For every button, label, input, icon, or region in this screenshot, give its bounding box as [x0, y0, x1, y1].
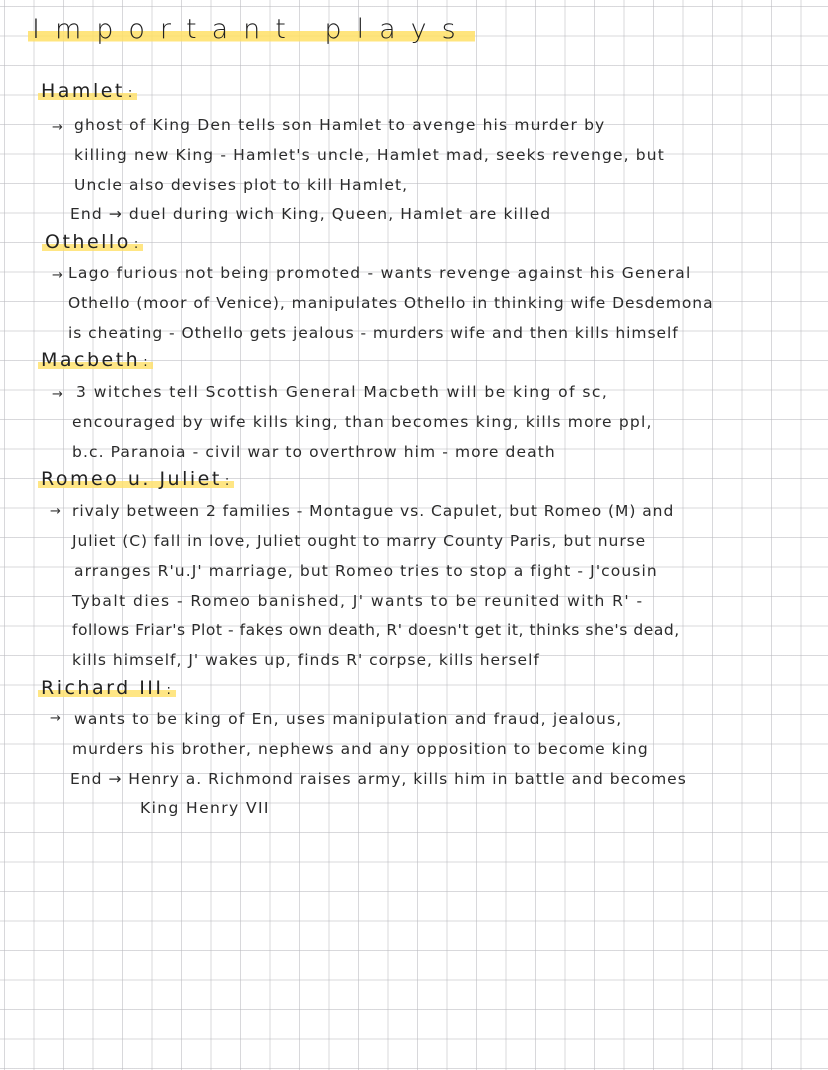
macbeth-line-1: 3 witches tell Scottish General Macbeth will be king of sc, [76, 383, 609, 401]
heading-romeo-juliet: Romeo u. Juliet : [38, 468, 234, 490]
macbeth-line-2: encouraged by wife kills king, than becomes king, kills more ppl, [72, 413, 653, 431]
heading-richard-iii-label: Richard III [41, 677, 164, 699]
heading-hamlet: Hamlet : [38, 80, 137, 102]
richard-line-3: End → Henry a. Richmond raises army, kills him in battle and becomes [70, 770, 687, 788]
page-title: Important plays [28, 14, 475, 45]
romeo-line-4: Tybalt dies - Romeo banished, J' wants to be reunited with R' - [72, 592, 644, 610]
hamlet-line-3: Uncle also devises plot to kill Hamlet, [74, 176, 409, 194]
bullet-arrow-icon: → [52, 387, 63, 402]
bullet-arrow-icon: → [52, 120, 63, 135]
heading-othello: Othello : [42, 231, 143, 253]
hamlet-line-1: ghost of King Den tells son Hamlet to avenge his murder by [74, 116, 606, 134]
romeo-line-1: rivaly between 2 families - Montague vs. Capulet, but Romeo (M) and [72, 502, 675, 520]
hamlet-line-4: End → duel during wich King, Queen, Hamlet are killed [70, 205, 552, 223]
heading-othello-label: Othello [45, 231, 131, 253]
richard-line-4: King Henry VII [140, 799, 270, 817]
heading-macbeth: Macbeth : [38, 349, 153, 371]
bullet-arrow-icon: → [50, 711, 61, 726]
romeo-line-5: follows Friar's Plot - fakes own death, R' doesn't get it, thinks she's dead, [72, 621, 680, 639]
richard-line-1: wants to be king of En, uses manipulation and fraud, jealous, [74, 710, 623, 728]
bullet-arrow-icon: → [50, 504, 61, 519]
heading-macbeth-label: Macbeth [41, 349, 141, 371]
romeo-line-2: Juliet (C) fall in love, Juliet ought to marry County Paris, but nurse [72, 532, 647, 550]
bullet-arrow-icon: → [52, 268, 63, 283]
macbeth-line-3: b.c. Paranoia - civil war to overthrow him - more death [72, 443, 556, 461]
othello-line-2: Othello (moor of Venice), manipulates Othello in thinking wife Desdemona [68, 294, 714, 312]
romeo-line-6: kills himself, J' wakes up, finds R' corpse, kills herself [72, 651, 540, 669]
heading-richard-iii: Richard III : [38, 677, 176, 699]
othello-line-1: Lago furious not being promoted - wants revenge against his General [68, 264, 692, 282]
romeo-line-3: arranges R'u.J' marriage, but Romeo tries to stop a fight - J'cousin [74, 562, 658, 580]
othello-line-3: is cheating - Othello gets jealous - murders wife and then kills himself [68, 324, 679, 342]
heading-hamlet-label: Hamlet [41, 80, 125, 102]
heading-romeo-juliet-label: Romeo u. Juliet [41, 468, 222, 490]
hamlet-line-2: killing new King - Hamlet's uncle, Hamlet mad, seeks revenge, but [74, 146, 665, 164]
richard-line-2: murders his brother, nephews and any opposition to become king [72, 740, 649, 758]
